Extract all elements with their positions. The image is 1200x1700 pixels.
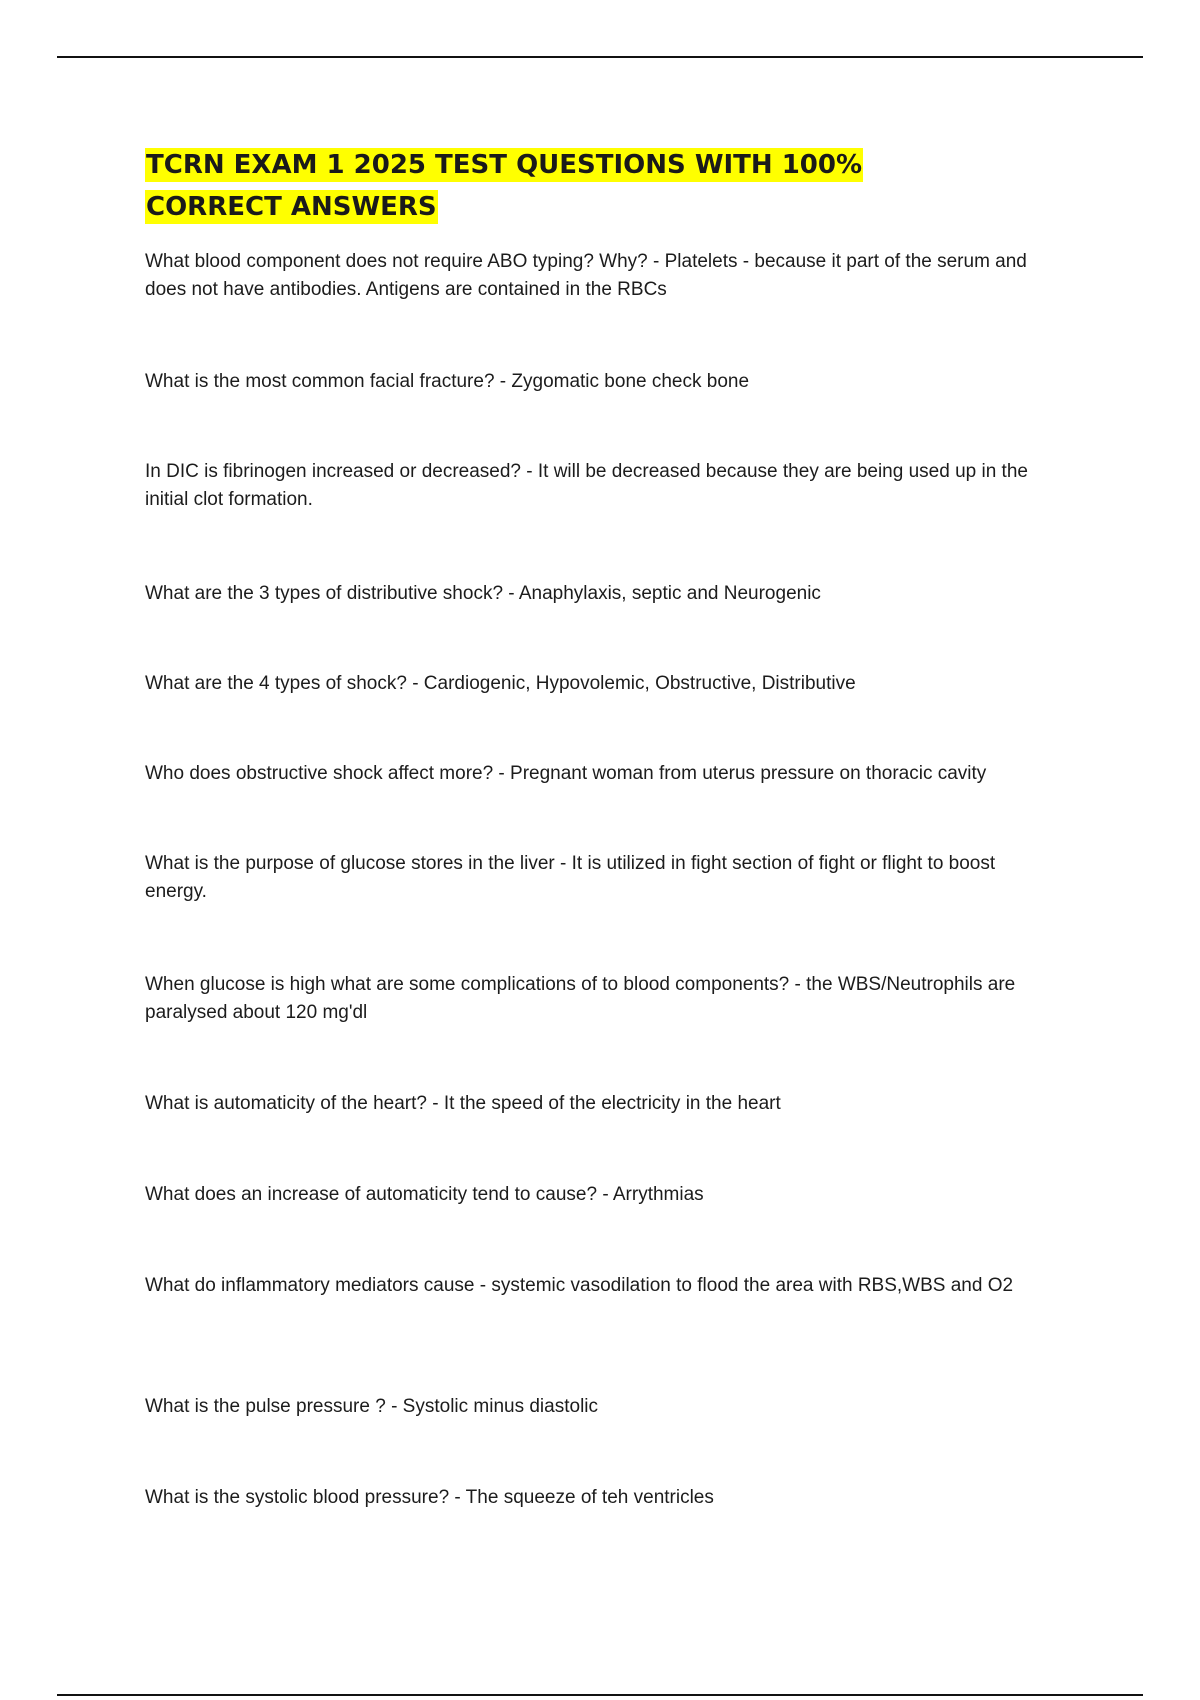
top-rule xyxy=(57,56,1143,58)
qa-item-1: What blood component does not require ABO typing? Why? - Platelets - because it part of the serum and does not have antibodies. Antigens are contained in the RBCs xyxy=(145,251,1027,300)
bottom-rule xyxy=(57,1694,1143,1696)
title-line-1: TCRN EXAM 1 2025 TEST QUESTIONS WITH 100% xyxy=(146,150,863,180)
qa-item-2: What is the most common facial fracture? - Zygomatic bone check bone xyxy=(145,371,750,392)
qa-item-7: What is the purpose of glucose stores in the liver - It is utilized in fight section of fight or flight to boost energy. xyxy=(145,853,996,902)
qa-item-12: What is the pulse pressure ? - Systolic minus diastolic xyxy=(145,1396,599,1417)
qa-item-4: What are the 3 types of distributive shock? - Anaphylaxis, septic and Neurogenic xyxy=(145,583,821,604)
qa-item-9: What is automaticity of the heart? - It the speed of the electricity in the heart xyxy=(145,1093,781,1114)
qa-item-11: What do inflammatory mediators cause - systemic vasodilation to flood the area with RBS,WBS and O2 xyxy=(145,1275,1014,1296)
qa-item-8: When glucose is high what are some complications of to blood components? - the WBS/Neutrophils are paralysed about 120 mg'dl xyxy=(145,974,1016,1023)
qa-item-3: In DIC is fibrinogen increased or decreased? - It will be decreased because they are being used up in the initial clot formation. xyxy=(145,461,1028,510)
qa-item-5: What are the 4 types of shock? - Cardiogenic, Hypovolemic, Obstructive, Distributive xyxy=(145,673,856,694)
qa-item-6: Who does obstructive shock affect more? - Pregnant woman from uterus pressure on thoracic cavity xyxy=(145,763,987,784)
title-line-2: CORRECT ANSWERS xyxy=(146,192,437,222)
qa-item-10: What does an increase of automaticity tend to cause? - Arrythmias xyxy=(145,1184,704,1205)
qa-item-13: What is the systolic blood pressure? - The squeeze of teh ventricles xyxy=(145,1487,714,1508)
document-title xyxy=(145,144,1045,228)
